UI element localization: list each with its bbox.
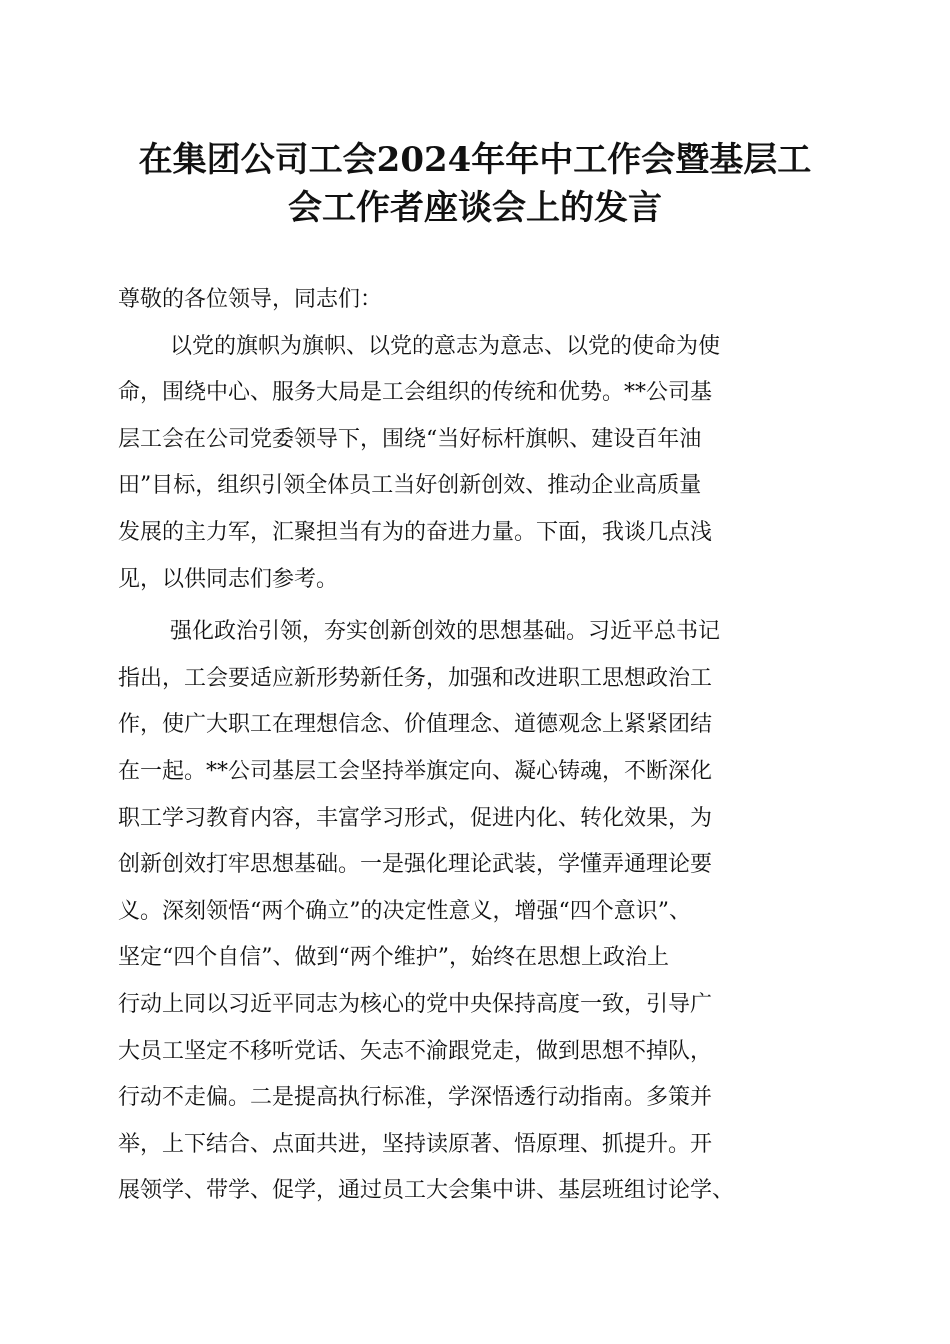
paragraph-line: 强化政治引领，夯实创新创效的思想基础。习近平总书记 (170, 619, 721, 645)
salutation: 尊敬的各位领导，同志们： (118, 287, 383, 312)
paragraph-line: 在一起。**公司基层工会坚持举旗定向、凝心铸魂，不断深化 (118, 758, 713, 784)
paragraph-line: 命，围绕中心、服务大局是工会组织的传统和优势。**公司基 (118, 380, 713, 406)
paragraph-line: 行动不走偏。二是提高执行标准，学深悟透行动指南。多策并 (118, 1085, 713, 1111)
paragraph-2 (118, 609, 838, 1215)
paragraph-line: 举，上下结合、点面共进，坚持读原著、悟原理、抓提升。开 (118, 1131, 713, 1157)
document-title-line-1: 在集团公司工会2024年年中工作会暨基层工 (138, 140, 812, 180)
document-title-line-2: 会工作者座谈会上的发言 (288, 188, 662, 228)
paragraph-line: 见，以供同志们参考。 (118, 566, 339, 592)
paragraph-line: 指出，工会要适应新形势新任务，加强和改进职工思想政治工 (118, 665, 713, 691)
paragraph-line: 以党的旗帜为旗帜、以党的意志为意志、以党的使命为使 (170, 333, 721, 359)
document-body (118, 277, 838, 1215)
paragraph-line: 大员工坚定不移听党话、矢志不渝跟党走，做到思想不掉队， (118, 1038, 713, 1064)
paragraph-line: 发展的主力军，汇聚担当有为的奋进力量。下面，我谈几点浅 (118, 519, 713, 545)
paragraph-line: 展领学、带学、促学，通过员工大会集中讲、基层班组讨论学、 (118, 1178, 735, 1204)
paragraph-line: 职工学习教育内容，丰富学习形式，促进内化、转化效果，为 (118, 805, 713, 831)
paragraph-line: 行动上同以习近平同志为核心的党中央保持高度一致，引导广 (118, 991, 713, 1017)
paragraph-1 (118, 324, 838, 604)
paragraph-line: 创新创效打牢思想基础。一是强化理论武装，学懂弄通理论要 (118, 852, 713, 878)
paragraph-line: 作，使广大职工在理想信念、价值理念、道德观念上紧紧团结 (118, 712, 713, 738)
paragraph-line: 田”目标，组织引领全体员工当好创新创效、推动企业高质量 (118, 473, 702, 499)
paragraph-line: 层工会在公司党委领导下，围绕“当好标杆旗帜、建设百年油 (118, 426, 702, 452)
paragraph-line: 义。深刻领悟“两个确立”的决定性意义，增强“四个意识”、 (118, 898, 691, 924)
paragraph-line: 坚定“四个自信”、做到“两个维护”，始终在思想上政治上 (118, 945, 669, 971)
